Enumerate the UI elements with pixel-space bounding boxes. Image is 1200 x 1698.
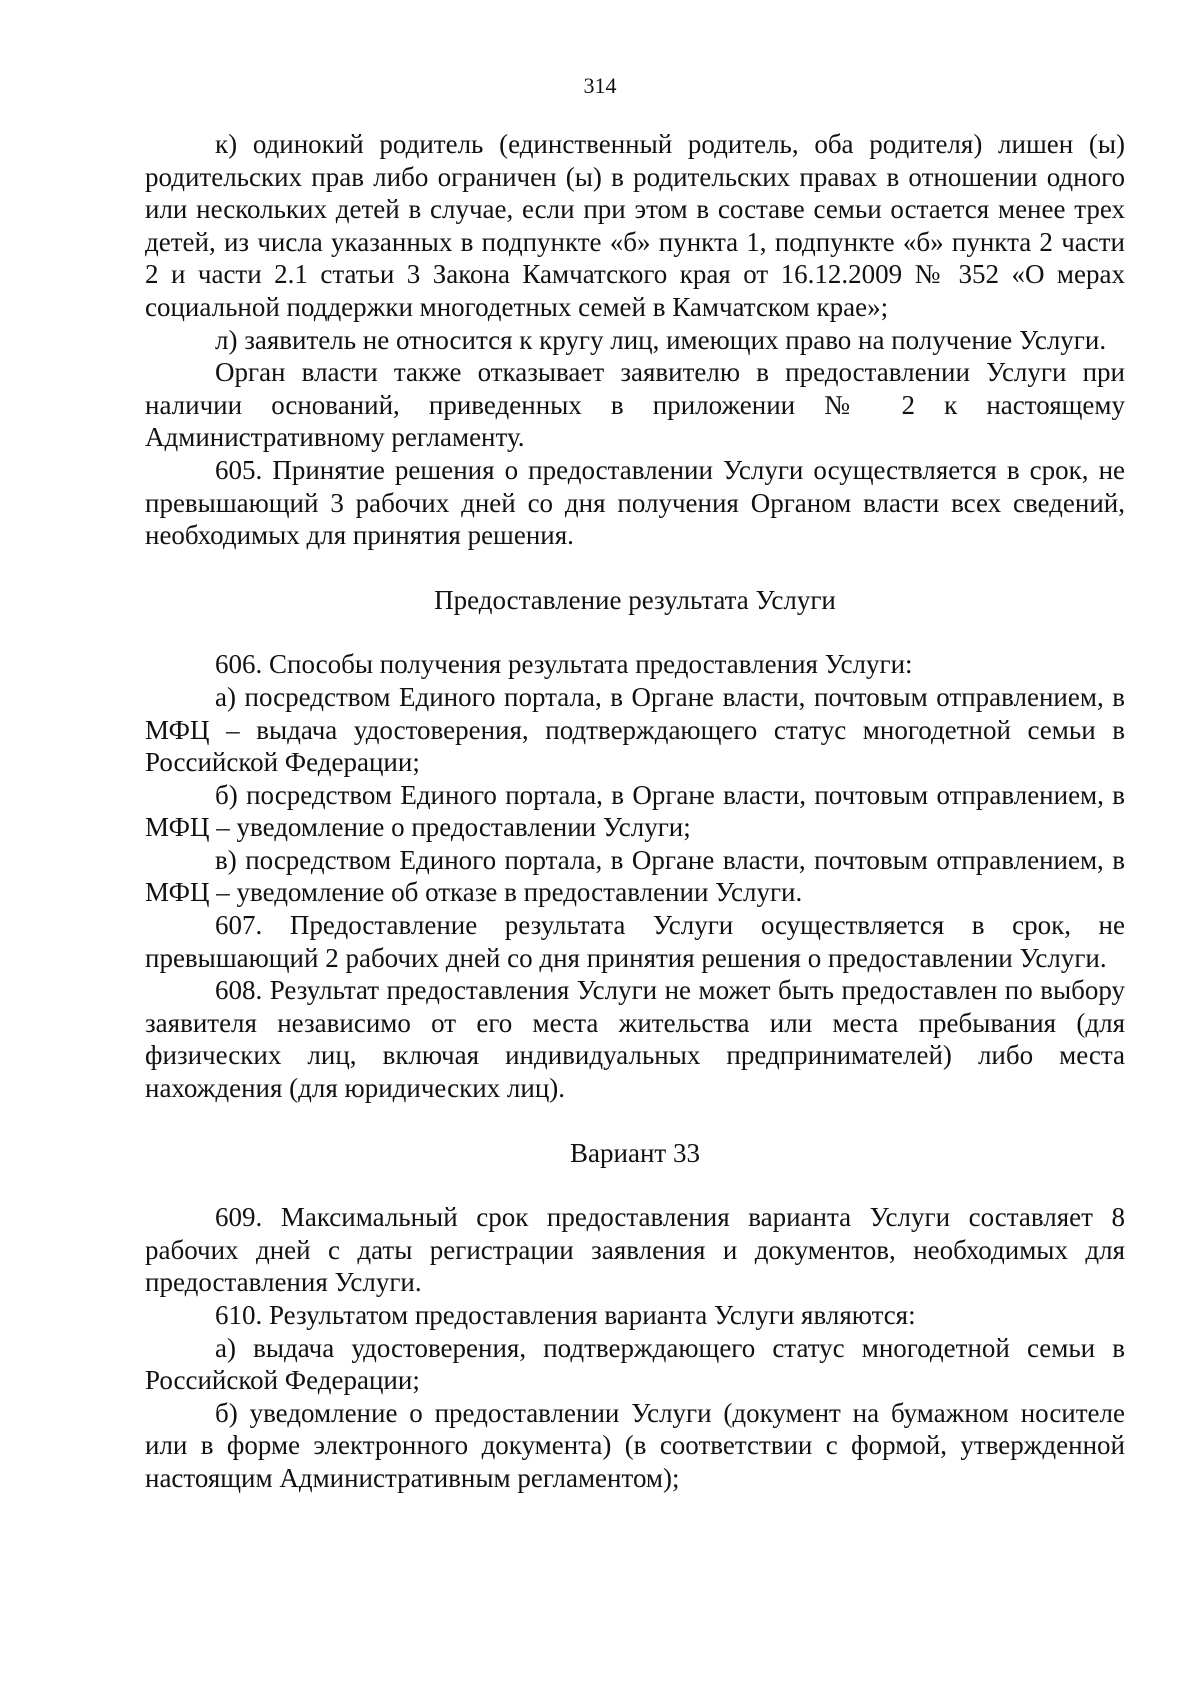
paragraph-608: 608. Результат предоставления Услуги не может быть предоставлен по выбору заявителя независимо от его места жительства или места пребывания (для физических лиц, включая индивидуальных предпринимателей) либо места нахождения (для юридических лиц).: [145, 975, 1125, 1104]
paragraph-610-a: а) выдача удостоверения, подтверждающего статус многодетной семьи в Российской Федерации;: [145, 1332, 1125, 1396]
paragraph-609: 609. Максимальный срок предоставления варианта Услуги составляет 8 рабочих дней с даты регистрации заявления и документов, необходимых для предоставления Услуги.: [145, 1202, 1125, 1298]
paragraph-610-b: б) уведомление о предоставлении Услуги (документ на бумажном носителе или в форме электронного документа) (в соответствии с формой, утвержденной настоящим Административным регламентом);: [145, 1397, 1125, 1493]
paragraph-l: л) заявитель не относится к кругу лиц, имеющих право на получение Услуги.: [215, 324, 1107, 355]
spacer: [145, 552, 1125, 584]
paragraph-605: 605. Принятие решения о предоставлении Услуги осуществляется в срок, не превышающий 3 рабочих дней со дня получения Органом власти всех сведений, необходимых для принятия решения.: [145, 454, 1125, 551]
section-heading-variant: Вариант 33: [570, 1137, 700, 1168]
paragraph-refusal: Орган власти также отказывает заявителю в предоставлении Услуги при наличии оснований, приведенных в приложении № 2 к настоящему Административному регламенту.: [145, 357, 1125, 453]
paragraph-610: 610. Результатом предоставления варианта Услуги являются:: [215, 1300, 916, 1330]
paragraph-606-v: в) посредством Единого портала, в Органе власти, почтовым отправлением, в МФЦ – уведомление об отказе в предоставлении Услуги.: [145, 844, 1125, 908]
paragraph-607: 607. Предоставление результата Услуги осуществляется в срок, не превышающий 2 рабочих дней со дня принятия решения о предоставлении Услуги.: [145, 910, 1125, 973]
document-body: [145, 128, 1125, 1495]
section-heading-result: Предоставление результата Услуги: [434, 584, 836, 615]
paragraph-606: 606. Способы получения результата предоставления Услуги:: [215, 649, 913, 680]
paragraph-k: к) одинокий родитель (единственный родитель, оба родителя) лишен (ы) родительских прав либо ограничен (ы) в родительских правах в отношении одного или нескольких детей в случае, если при этом в составе семьи остается менее трех детей, из числа указанных в подпункте «б» пункта 1, подпункте «б» пункта 2 части 2 и части 2.1 статьи 3 Закона Камчатского края от 16.12.2009 № 352 «О мерах социальной поддержки многодетных семей в Камчатском крае»;: [145, 129, 1125, 322]
spacer: [145, 616, 1125, 648]
spacer: [145, 1169, 1125, 1201]
paragraph-606-b: б) посредством Единого портала, в Органе власти, почтовым отправлением, в МФЦ – уведомление о предоставлении Услуги;: [145, 779, 1125, 843]
spacer: [145, 1105, 1125, 1137]
page-number: 314: [583, 73, 617, 98]
paragraph-606-a: а) посредством Единого портала, в Органе власти, почтовым отправлением, в МФЦ – выдача удостоверения, подтверждающего статус многодетной семьи в Российской Федерации;: [145, 681, 1125, 778]
